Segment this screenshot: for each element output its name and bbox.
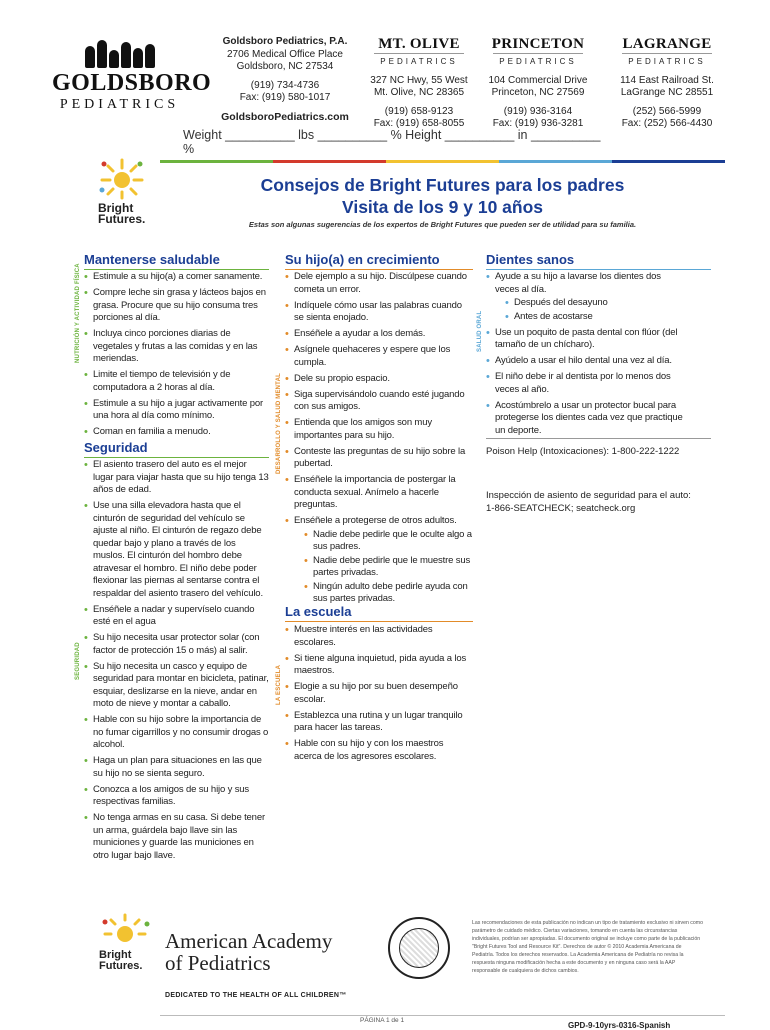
sub-list: [294, 529, 473, 606]
list-item: • Su hijo necesita usar protector solar (con factor de protección 15 o más) al salir.: [84, 632, 269, 657]
sub-list: [495, 297, 686, 323]
side-label-teeth: SALUD ORAL: [477, 310, 483, 352]
list-item: • Incluya cinco porciones diarias de vegetales y frutas a las comidas y en las meriendas.: [84, 328, 269, 366]
list-item: • Su hijo necesita un casco y equipo de seguridad para montar en bicicleta, patinar, esquiar, deslizarse en la nieve, andar en moto de nieve y montar a caballo.: [84, 661, 269, 711]
list-item: • No tenga armas en su casa. Si debe tener un arma, guárdela bajo llave sin las municiones y guarde las municiones en otro lugar bajo llave.: [84, 812, 269, 862]
office-brand: LAGRANGE: [622, 36, 712, 52]
section-title-safety: Seguridad: [84, 440, 269, 458]
office-mt-olive: [364, 36, 474, 131]
car-seat-check[interactable]: Inspección de asiento de seguridad para el auto: 1-866-SEATCHECK; seatcheck.org: [486, 490, 691, 514]
office-address2: Mt. Olive, NC 28365: [373, 87, 465, 98]
title-line-1: Consejos de Bright Futures para los padres: [260, 175, 625, 195]
sub-list-item: • Nadie debe pedirle que le muestre sus partes privadas.: [304, 555, 473, 580]
side-label-healthy: NUTRICIÓN Y ACTIVIDAD FÍSICA: [75, 263, 81, 363]
list-item: • Enséñele a nadar y supervíselo cuando esté en el agua: [84, 604, 269, 629]
sub-list-item: • Antes de acostarse: [505, 311, 686, 324]
logo-name: GOLDSBORO: [52, 70, 212, 96]
sub-list-item: • Ningún adulto debe pedirle ayuda con sus partes privadas.: [304, 581, 473, 606]
sub-list-item: • Nadie debe pedirle que le oculte algo a sus padres.: [304, 529, 473, 554]
office-address2: LaGrange NC 28551: [620, 87, 714, 98]
office-brand-sub: PEDIATRICS: [493, 53, 583, 69]
list-item: • El asiento trasero del auto es el mejor lugar para viajar hasta que su hijo tenga 13 años de edad.: [84, 459, 269, 497]
main-office-address2: Goldsboro, NC 27534: [236, 61, 334, 72]
list-item: • Coman en familia a menudo.: [84, 426, 269, 439]
list-item: • Establezca una rutina y un lugar tranquilo para hacer las tareas.: [285, 710, 473, 735]
office-brand-sub: PEDIATRICS: [374, 53, 464, 69]
list-item: [285, 515, 473, 606]
list-item: • Dele ejemplo a su hijo. Discúlpese cuando cometa un error.: [285, 271, 473, 296]
office-princeton: [483, 36, 593, 131]
teeth-list: [486, 271, 686, 441]
list-item: • Use un poquito de pasta dental con flúor (del tamaño de un chícharo).: [486, 327, 686, 352]
footer-rule: [160, 1015, 725, 1016]
growing-list: [285, 271, 473, 609]
title-line-2: Visita de los 9 y 10 años: [341, 197, 544, 217]
list-item-text: Ayude a su hijo a lavarse los dientes dos veces al día.: [495, 271, 661, 295]
page-title: [160, 174, 725, 218]
bright-futures-logo-text: Bright Futures.: [98, 201, 146, 226]
running-kids-icon: [52, 38, 187, 68]
list-item: • Enséñele la importancia de postergar la conducta sexual. Anímelo a hacerle preguntas.: [285, 474, 473, 512]
office-phone: (252) 566-5999: [632, 105, 702, 117]
side-label-growing: DESARROLLO Y SALUD MENTAL: [276, 372, 282, 474]
page-number: PÁGINA 1 de 1: [360, 1017, 405, 1024]
list-item: • Haga un plan para situaciones en las que su hijo no se sienta seguro.: [84, 755, 269, 780]
list-item: • Ayúdelo a usar el hilo dental una vez al día.: [486, 355, 686, 368]
main-office-fax: Fax: (919) 580-1017: [239, 92, 331, 103]
office-address1: 114 East Railroad St.: [620, 74, 714, 86]
list-item-text: Enséñele a protegerse de otros adultos.: [294, 515, 457, 526]
section-title-school: La escuela: [285, 604, 473, 622]
main-office-phone: (919) 734-4736: [250, 79, 320, 91]
poison-help: Poison Help (Intoxicaciones): 1-800-222-1222: [486, 446, 680, 457]
aap-name: American Academy of Pediatrics: [165, 929, 333, 975]
office-brand: MT. OLIVE: [378, 36, 460, 52]
office-brand-sub: PEDIATRICS: [622, 53, 712, 69]
section-title-healthy: Mantenerse saludable: [84, 252, 269, 270]
list-item: • Asígnele quehaceres y espere que los cumpla.: [285, 344, 473, 369]
footer-bf-text: Bright Futures.: [99, 949, 143, 972]
sub-list-item: • Después del desayuno: [505, 297, 686, 310]
list-item: • Muestre interés en las actividades escolares.: [285, 624, 473, 649]
disclaimer: Las recomendaciones de esta publicación no indican un tipo de tratamiento exclusivo ni sirven como parámetro de cuidado médico. Ciertas variaciones, tomando en cuenta las circunstancias individuales, podrían ser apropiadas. El documento original se incluye como parte de la publicación "Bright Futures Tool and Resource Kit". Derechos de autor © 2010 Academia Americana de Pediatría. Todos los derechos reservados. La Academia Americana de Pediatría no revisa la respuesta ninguna modificación hecha a este documento y en ninguna caso será la AAP responsable de cualquiera de dichos cambios.: [472, 920, 703, 974]
office-lagrange: [612, 36, 722, 131]
office-address1: 327 NC Hwy, 55 West: [370, 74, 468, 86]
list-item: • Entienda que los amigos son muy importantes para su hijo.: [285, 417, 473, 442]
list-item: • Acostúmbrelo a usar un protector bucal para protegerse los dientes cada vez que practique un deporte.: [486, 400, 686, 438]
office-brand: PRINCETON: [491, 36, 585, 52]
main-office-website[interactable]: GoldsboroPediatrics.com: [221, 110, 349, 123]
main-office-name: Goldsboro Pediatrics, P.A.: [222, 36, 348, 47]
list-item: • Indíquele cómo usar las palabras cuando se sienta enojado.: [285, 300, 473, 325]
main-office: [210, 36, 360, 123]
section-title-teeth: Dientes sanos: [486, 252, 711, 270]
office-fax: Fax: (252) 566-4430: [621, 118, 713, 129]
aap-tagline: DEDICATED TO THE HEALTH OF ALL CHILDREN™: [165, 992, 347, 999]
school-list: [285, 624, 473, 767]
list-item: • Conozca a los amigos de su hijo y sus respectivas familias.: [84, 784, 269, 809]
weight-height-line: Weight __________ lbs __________ % Height __________ in __________ %: [183, 128, 601, 156]
office-fax: Fax: (919) 658-8055: [373, 118, 465, 129]
divider: [486, 438, 711, 439]
list-item: • Estimule a su hijo(a) a comer sanamente.: [84, 271, 269, 284]
list-item: • Use una silla elevadora hasta que el cinturón de seguridad del vehículo se ajuste al niño. El cinturón de regazo debe quedar bajo y plano a través de los muslos. El cinturón del hombro debe atravesar el hombro. El niño debe poder flexionar las piernas al sentarse contra el respaldar del asiento trasero del vehículo.: [84, 500, 269, 600]
office-fax: Fax: (919) 936-3281: [492, 118, 584, 129]
healthy-list: [84, 271, 269, 442]
main-office-address1: 2706 Medical Office Place: [227, 48, 343, 60]
list-item: • Elogie a su hijo por su buen desempeño escolar.: [285, 681, 473, 706]
section-title-growing: Su hijo(a) en crecimiento: [285, 252, 473, 270]
list-item: • Limite el tiempo de televisión y de computadora a 2 horas al día.: [84, 369, 269, 394]
safety-list: [84, 459, 269, 866]
aap-seal-icon: [388, 917, 450, 979]
color-rule: [160, 160, 725, 163]
side-label-safety: SEGURIDAD: [75, 642, 81, 680]
office-phone: (919) 936-3164: [503, 105, 573, 117]
list-item: • Estimule a su hijo a jugar activamente por una hora al día como mínimo.: [84, 398, 269, 423]
office-phone: (919) 658-9123: [384, 105, 454, 117]
side-label-school: LA ESCUELA: [276, 664, 282, 705]
list-item: • Si tiene alguna inquietud, pida ayuda a los maestros.: [285, 653, 473, 678]
list-item: • Dele su propio espacio.: [285, 373, 473, 386]
list-item: • Conteste las preguntas de su hijo sobre la pubertad.: [285, 446, 473, 471]
list-item: • Hable con su hijo y con los maestros acerca de los agresores escolares.: [285, 738, 473, 763]
list-item: [486, 271, 686, 323]
list-item: • Compre leche sin grasa y lácteos bajos en grasa. Procure que su hijo consuma tres porciones al día.: [84, 287, 269, 325]
list-item: • Enséñele a ayudar a los demás.: [285, 328, 473, 341]
logo-sub: PEDIATRICS: [59, 97, 180, 112]
list-item: • Hable con su hijo sobre la importancia de no fumar cigarrillos y no consumir drogas o alcohol.: [84, 714, 269, 752]
letterhead: [0, 26, 770, 129]
document-code: GPD-9-10yrs-0316-Spanish: [568, 1021, 671, 1030]
goldsboro-logo: [52, 38, 212, 113]
list-item: • El niño debe ir al dentista por lo menos dos veces al año.: [486, 371, 686, 396]
list-item: • Siga supervisándolo cuando esté jugando con sus amigos.: [285, 389, 473, 414]
intro-text: Estas son algunas sugerencias de los expertos de Bright Futures que pueden ser de utilidad para su familia.: [248, 220, 637, 229]
office-address2: Princeton, NC 27569: [491, 87, 585, 98]
office-address1: 104 Commercial Drive: [488, 74, 588, 86]
